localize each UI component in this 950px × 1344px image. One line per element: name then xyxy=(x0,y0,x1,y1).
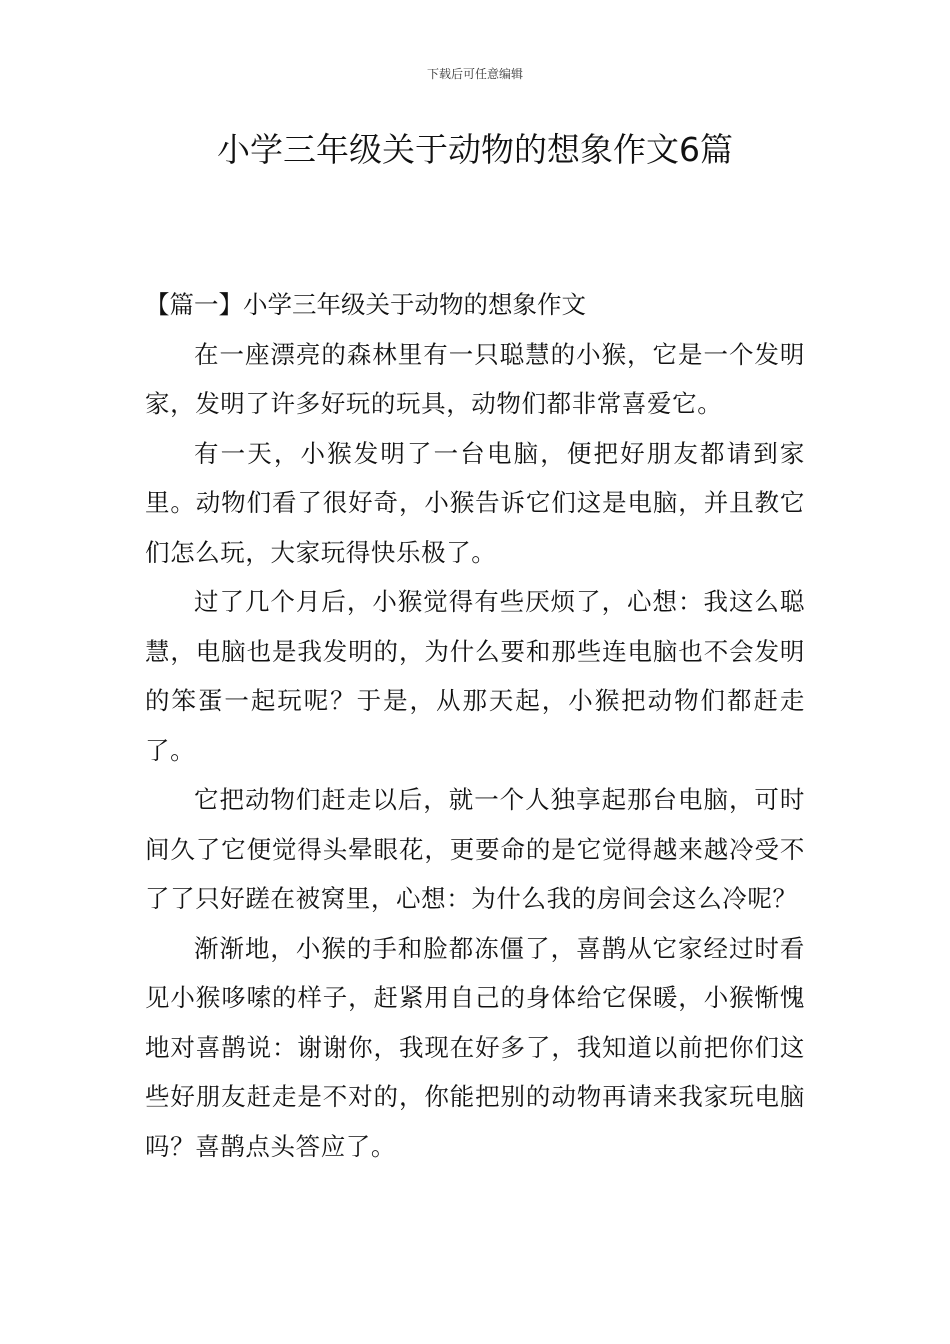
section-heading: 【篇一】小学三年级关于动物的想象作文 xyxy=(145,290,586,319)
header-note: 下载后可任意编辑 xyxy=(426,67,523,81)
document-body xyxy=(145,280,805,1171)
paragraph-1: 在一座漂亮的森林里有一只聪慧的小猴，它是一个发明家，发明了许多好玩的玩具，动物们都非常喜爱它。 xyxy=(145,339,805,418)
document-title: 小学三年级关于动物的想象作文6篇 xyxy=(217,130,733,169)
paragraph-2: 有一天，小猴发明了一台电脑，便把好朋友都请到家里。动物们看了很好奇，小猴告诉它们这是电脑，并且教它们怎么玩，大家玩得快乐极了。 xyxy=(145,438,805,567)
paragraph-4: 它把动物们赶走以后，就一个人独享起那台电脑，可时间久了它便觉得头晕眼花，更要命的是它觉得越来越冷受不了了只好蹉在被窝里，心想：为什么我的房间会这么冷呢？ xyxy=(145,785,805,913)
paragraph-3: 过了几个月后，小猴觉得有些厌烦了，心想：我这么聪慧，电脑也是我发明的，为什么要和那些连电脑也不会发明的笨蛋一起玩呢？于是，从那天起，小猴把动物们都赶走了。 xyxy=(145,587,805,765)
paragraph-5: 渐渐地，小猴的手和脸都冻僵了，喜鹊从它家经过时看见小猴哆嗦的样子，赶紧用自己的身体给它保暖，小猴惭愧地对喜鹊说：谢谢你，我现在好多了，我知道以前把你们这些好朋友赶走是不对的，你能把别的动物再请来我家玩电脑吗？喜鹊点头答应了。 xyxy=(145,933,805,1161)
